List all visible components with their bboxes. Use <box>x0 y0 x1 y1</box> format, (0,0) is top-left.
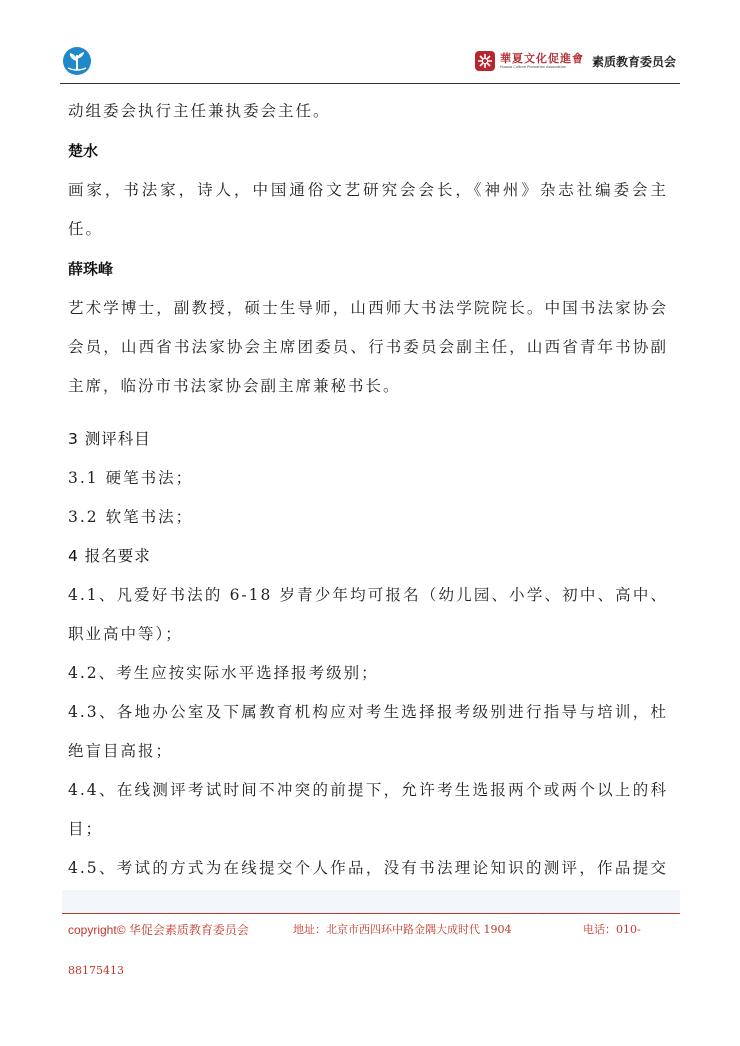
page-footer <box>68 921 680 937</box>
list-item: 4.2、考生应按实际水平选择报考级别； <box>68 664 379 682</box>
org-name-en: Huaxia Culture Promotion Association <box>499 64 566 69</box>
committee-name: 素质教育委员会 <box>591 54 676 69</box>
list-item: 4.4、在线测评考试时间不冲突的前提下，允许考生选报两个或两个以上的科目； <box>68 781 668 838</box>
footer-copyright: copyright© 华促会素质教育委员会 <box>68 923 249 937</box>
paragraph: 艺术学博士，副教授，硕士生导师，山西师大书法学院院长。中国书法家协会会员，山西省书法家协会主席团委员、行书委员会副主任，山西省青年书协副主席，临汾市书法家协会副主席兼秘书长。 <box>68 299 668 395</box>
org-name-cn: 華夏文化促進會 <box>499 51 584 65</box>
list-item: 3.2 软笔书法； <box>68 508 194 526</box>
page-header <box>60 38 680 86</box>
org-logo-group <box>474 46 676 76</box>
list-item: 4.1、凡爱好书法的 6-18 岁青少年均可报名（幼儿园、小学、初中、高中、职业高中等）； <box>68 586 668 643</box>
footer-tel-label: 电话：010- <box>583 923 641 936</box>
footer-divider <box>62 913 680 914</box>
person-name: 薛珠峰 <box>68 260 114 278</box>
footer-address: 地址：北京市西四环中路金隅大成时代 1904 <box>293 923 512 936</box>
list-item: 4.5、考试的方式为在线提交个人作品，没有书法理论知识的测评，作品提交 <box>68 859 668 877</box>
paragraph: 画家，书法家，诗人，中国通俗文艺研究会会长，《神州》杂志社编委会主任。 <box>68 181 668 238</box>
footer-band <box>62 890 680 914</box>
list-item: 4.3、各地办公室及下属教育机构应对考生选择报考级别进行指导与培训，杜绝盲目高报； <box>68 703 668 760</box>
red-seal-logo-icon <box>474 50 496 72</box>
header-divider <box>60 83 680 84</box>
plant-logo-icon <box>62 46 92 76</box>
person-name: 楚水 <box>68 142 99 160</box>
section-heading: 4 报名要求 <box>68 547 151 565</box>
list-item: 3.1 硬笔书法； <box>68 469 194 487</box>
section-heading: 3 测评科目 <box>68 430 151 448</box>
paragraph: 动组委会执行主任兼执委会主任。 <box>68 102 331 120</box>
footer-tel-number: 88175413 <box>68 964 124 977</box>
document-body <box>68 92 668 927</box>
